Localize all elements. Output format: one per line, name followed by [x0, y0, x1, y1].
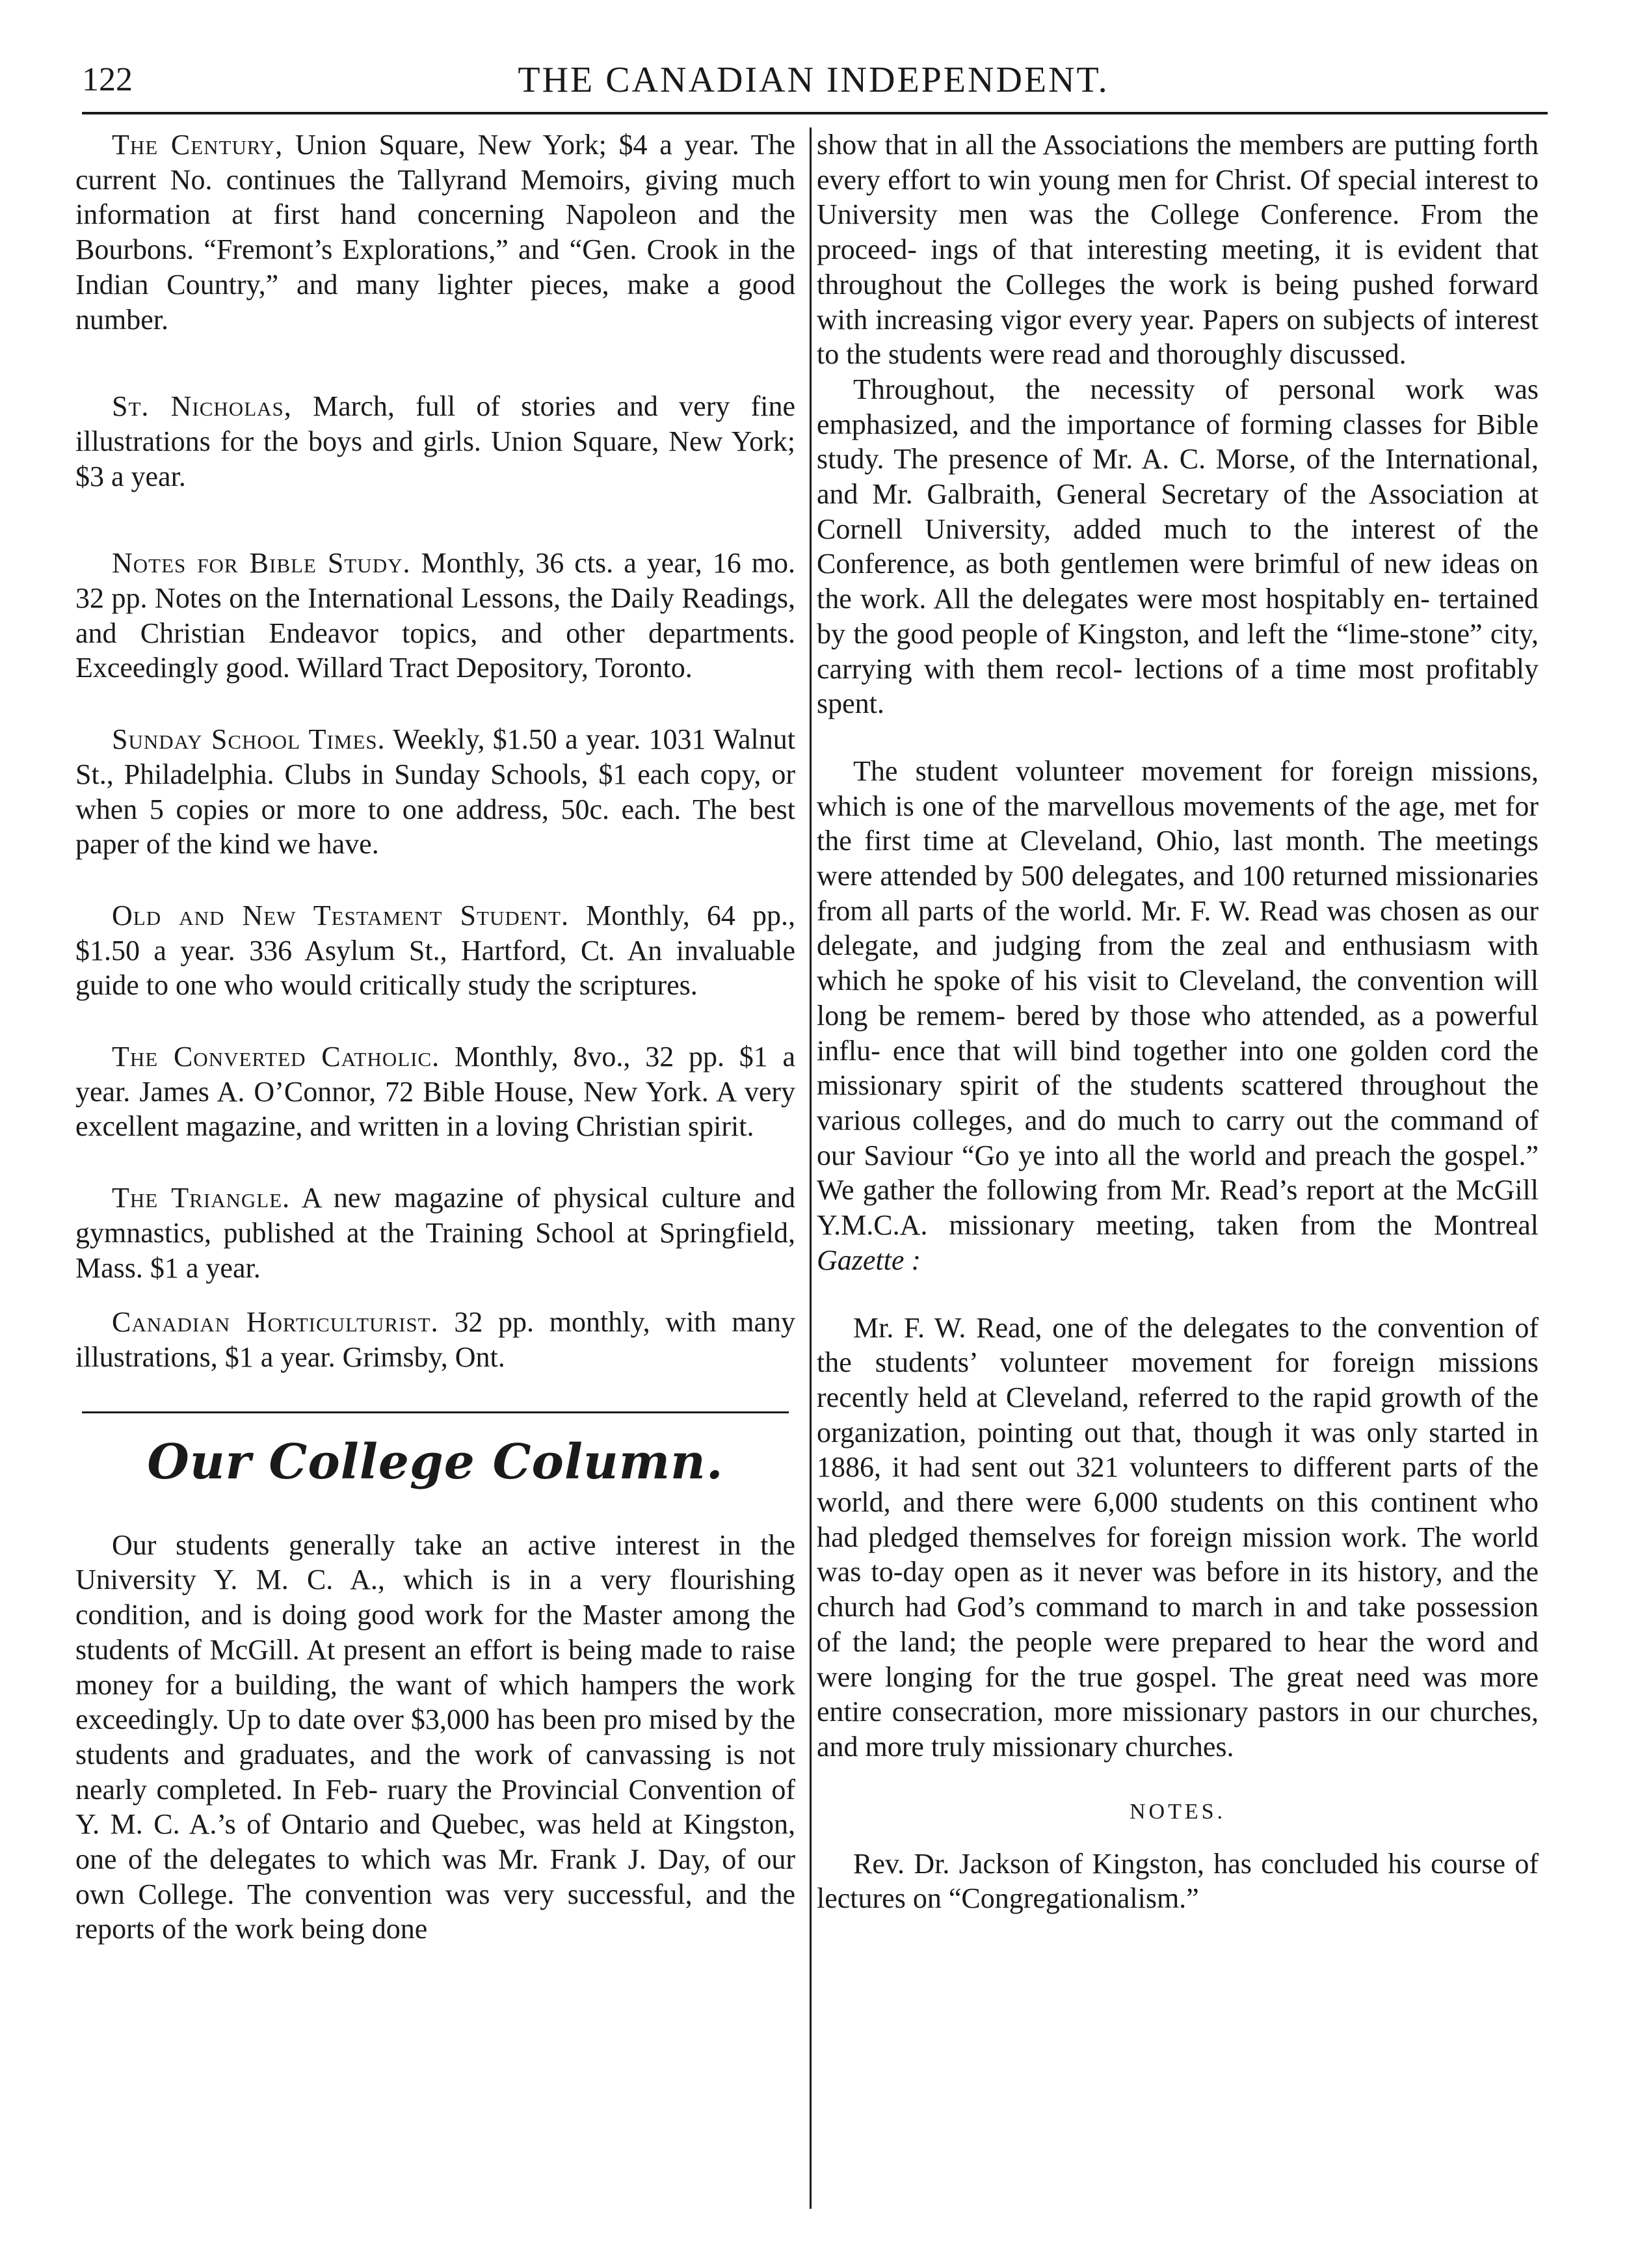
notice-name: Old and New Testament Student. [112, 899, 569, 931]
notice-century [75, 127, 795, 337]
paragraph-text: The student volunteer movement for foreign missions, which is one of the marvellous movements of the age, met for the first time at Cleveland, Ohio, last month. The meetings were attended by 500 delegates, and 100 returned missionaries from all parts of the world. Mr. F. W. Read was chosen as our delegate, and judging from the zeal and enthusiasm with which he spoke of his visit to Cleveland, the convention will long be remem- bered by those who attended, as a powerful influ- ence that will bind together into one golden cord the missionary spirit of the students scattered throughout the various colleges, and do much to carry out the command of our Saviour “Go ye into all the world and preach the gospel.” We gather the following from Mr. Read’s report at the McGill Y.M.C.A. missionary meeting, taken from the Montreal [817, 754, 1539, 1242]
column-divider [810, 127, 812, 2209]
notes-heading: NOTES. [1129, 1799, 1226, 1824]
publication-title: THE CANADIAN INDEPENDENT. [518, 60, 1109, 100]
college-paragraph: Our students generally take an active interest in the University Y. M. C. A., which is in a very flourishing condition, and is doing good work for the Master among the students of McGill. At present an effort is being made to raise money for a building, the want of which hampers the work exceedingly. Up to date over $3,000 has been pro mised by the students and graduates, and the work of canvassing is not nearly completed. In Feb- ruary the Provincial Convention of Y. M. C. A.’s of Ontario and Quebec, was held at Kingston, one of the delegates to which was Mr. Frank J. Day, of our own College. The convention was very successful, and the reports of the work being done [75, 1528, 795, 1945]
notice-name: Notes for Bible Study. [112, 547, 411, 580]
notice-text: A new magazine of physical culture and gymnastics, published at the Training School at Springfield, Mass. $1 a year. [75, 1182, 795, 1284]
conference-paragraph: Throughout, the necessity of personal work was emphasized, and the importance of forming classes for Bible study. The presence of Mr. A. C. Morse, of the International, and Mr. Galbraith, General Secretary of the Association at Cornell University, added much to the interest of the Conference, as both gentlemen were brimful of new ideas on the work. All the delegates were most hospitably en- tertained by the good people of Kingston, and left the “lime-stone” city, carrying with them recol- lections of a time most profitably spent. [817, 373, 1539, 720]
left-column [75, 127, 795, 1947]
newspaper-name: Gazette : [817, 1244, 921, 1276]
notice-name: The Century, [112, 129, 284, 161]
notice-triangle [75, 1181, 795, 1285]
notes-paragraph: Rev. Dr. Jackson of Kingston, has concluded his course of lectures on “Congregationalism.” [817, 1847, 1539, 1915]
notice-name: St. Nicholas, [112, 390, 292, 423]
section-rule [82, 1411, 789, 1413]
notice-name: Sunday School Times. [112, 723, 386, 756]
notice-name: The Converted Catholic. [112, 1041, 440, 1073]
page-number: 122 [82, 61, 133, 98]
notice-text: Monthly, 36 cts. a year, 16 mo. 32 pp. Notes on the International Lessons, the Daily Readings, and Christian Endeavor topics, and other departments. Exceedingly good. Willard Tract Depository, Toronto. [75, 547, 796, 684]
notice-testament-student [75, 898, 795, 1003]
notice-bible-study [75, 546, 795, 686]
notice-text: Monthly, 8vo., 32 pp. $1 a year. James A. O’Connor, 72 Bible House, New York. A very excellent magazine, and written in a loving Christian spirit. [75, 1041, 795, 1143]
notice-horticulturist [75, 1305, 795, 1374]
notice-name: The Triangle. [112, 1182, 291, 1214]
notice-sunday-school-times [75, 722, 795, 862]
volunteer-movement-paragraph [817, 754, 1539, 1278]
notice-converted-catholic [75, 1039, 795, 1144]
notice-text: March, full of stories and very fine illustrations for the boys and girls. Union Square, New York; $3 a year. [75, 390, 795, 492]
notice-text: 32 pp. monthly, with many illustrations, $1 a year. Grimsby, Ont. [75, 1306, 795, 1373]
section-heading: Our College Column. [147, 1434, 724, 1490]
notice-text: Union Square, New York; $4 a year. The current No. continues the Tallyrand Memoirs, giving much information at first hand concerning Napoleon and the Bourbons. “Fremont’s Explorations,” and “Gen. Crook in the Indian Country,” and many lighter pieces, make a good number. [75, 129, 795, 336]
notice-name: Canadian Horticulturist. [112, 1306, 439, 1339]
notice-st-nicholas [75, 389, 795, 494]
continuation-paragraph: show that in all the Associations the members are putting forth every effort to win young men for Christ. Of special interest to University men was the College Conference. From the proceed- ings of that interesting meeting, it is evident that throughout the Colleges the work is being pushed forward with increasing vigor every year. Papers on subjects of interest to the students were read and thoroughly discussed. [817, 129, 1539, 371]
notice-text: Weekly, $1.50 a year. 1031 Walnut St., Philadelphia. Clubs in Sunday Schools, $1 each copy, or when 5 copies or more to one address, 50c. each. The best paper of the kind we have. [75, 723, 796, 861]
header-rule [82, 112, 1548, 114]
page-header [82, 51, 1545, 109]
read-report-paragraph: Mr. F. W. Read, one of the delegates to the convention of the students’ volunteer movement for foreign missions recently held at Cleveland, referred to the rapid growth of the organization, pointing out that, though it was only started in 1886, it had sent out 321 volunteers to different parts of the world, and there were 6,000 students on this continent who had pledged themselves for foreign mission work. The world was to-day open as it never was before in its history, and the church had God’s command to march in and take possession of the land; the people were prepared to hear the word and were longing for the true gospel. The great need was more entire consecration, more missionary pastors in our churches, and more truly missionary churches. [817, 1311, 1539, 1763]
right-column [817, 127, 1539, 1916]
notice-text: Monthly, 64 pp., $1.50 a year. 336 Asylum St., Hartford, Ct. An invaluable guide to one who would critically study the scriptures. [75, 899, 796, 1002]
